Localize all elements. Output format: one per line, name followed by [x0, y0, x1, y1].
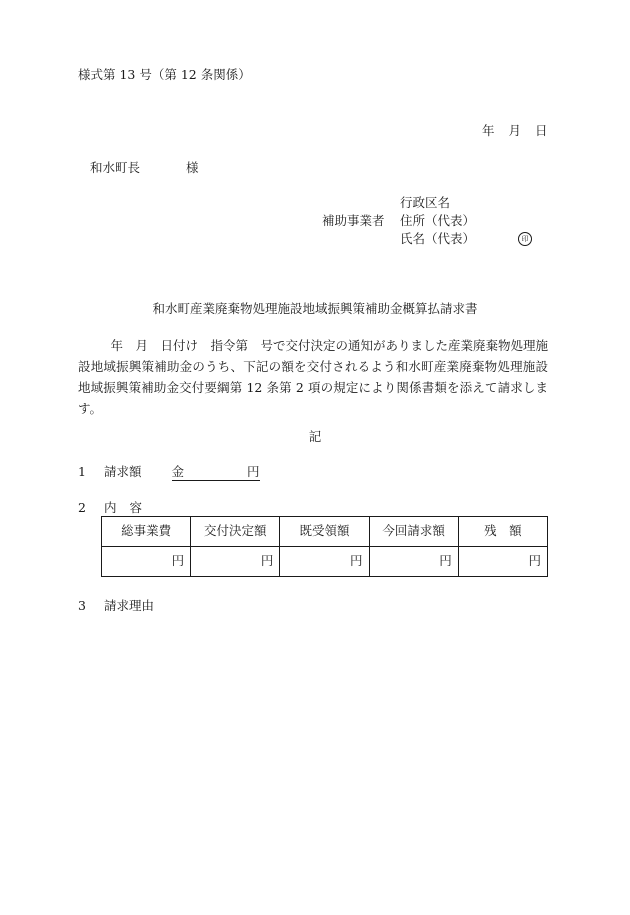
- item1-label: 請求額: [104, 464, 142, 479]
- body-paragraph: [78, 335, 548, 419]
- body-text: 年 月 日付け 指令第 号で交付決定の通知がありました産業廃棄物処理施設地域振興策補助金のうち、下記の額を交付されるよう和水町産業廃棄物処理施設地域振興策補助金交付要綱第 12 条第 2 項の規定により関係書類を添えて請求します。: [78, 338, 549, 416]
- addressee-honorific: 様: [186, 160, 199, 175]
- header-received: 既受領額: [280, 517, 369, 547]
- item2-number: 2: [78, 500, 86, 515]
- header-current-request: 今回請求額: [369, 517, 458, 547]
- item1-number: 1: [78, 464, 86, 479]
- amount-prefix: 金: [171, 464, 185, 479]
- cell-grant-decision: 円: [191, 547, 280, 577]
- cell-balance: 円: [458, 547, 547, 577]
- item-request-reason: [78, 600, 154, 613]
- item-content: [78, 502, 155, 515]
- table-header-row: [102, 517, 548, 547]
- addressee-name: 和水町長: [90, 160, 141, 175]
- table-row: [102, 547, 548, 577]
- cell-received: 円: [280, 547, 369, 577]
- amount-unit: 円: [247, 464, 260, 479]
- applicant-fields: [400, 197, 475, 251]
- item2-label: 内容: [104, 500, 156, 515]
- seal-mark: 印: [518, 232, 532, 246]
- item-request-amount: [78, 466, 260, 481]
- field-district: 行政区名: [400, 195, 451, 210]
- document-title: 和水町産業廃棄物処理施設地域振興策補助金概算払請求書: [152, 301, 478, 316]
- field-name: 氏名（代表）: [400, 231, 476, 246]
- date-line: [482, 125, 548, 138]
- header-total-cost: 総事業費: [102, 517, 191, 547]
- cell-total-cost: 円: [102, 547, 191, 577]
- amount-field: [172, 466, 260, 481]
- header-grant-decision: 交付決定額: [191, 517, 280, 547]
- cell-current-request: 円: [369, 547, 458, 577]
- form-number: 様式第 13 号（第 12 条関係）: [78, 67, 251, 82]
- date-day: 日: [535, 123, 548, 138]
- date-month: 月: [508, 123, 522, 138]
- item3-label: 請求理由: [104, 598, 155, 613]
- addressee: [90, 162, 199, 175]
- item3-number: 3: [78, 598, 86, 613]
- date-year: 年: [482, 123, 495, 138]
- header-balance: 残 額: [458, 517, 547, 547]
- applicant-role: 補助事業者: [322, 213, 385, 228]
- ki-heading: 記: [308, 429, 322, 444]
- field-address: 住所（代表）: [400, 213, 476, 228]
- content-table: [101, 516, 548, 577]
